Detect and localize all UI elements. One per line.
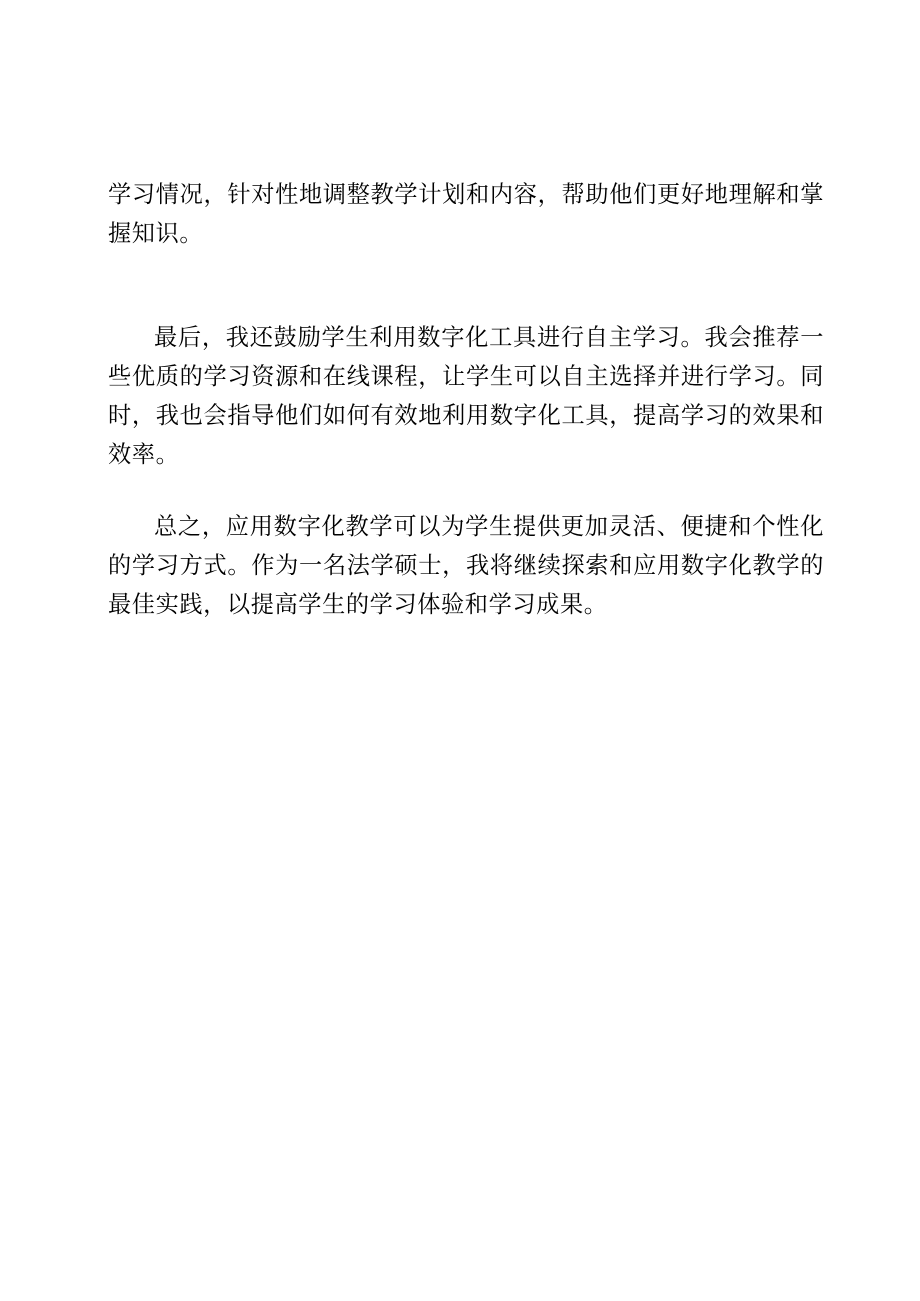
paragraph-continuation: 学习情况，针对性地调整教学计划和内容，帮助他们更好地理解和掌握知识。 [108, 181, 824, 247]
paragraph-self-study: 最后，我还鼓励学生利用数字化工具进行自主学习。我会推荐一些优质的学习资源和在线课程，让学生可以自主选择并进行学习。同时，我也会指导他们如何有效地利用数字化工具，提高学习的效果和效率。 [108, 324, 824, 468]
paragraph-conclusion: 总之，应用数字化教学可以为学生提供更加灵活、便捷和个性化的学习方式。作为一名法学硕士，我将继续探索和应用数字化教学的最佳实践，以提高学生的学习体验和学习成果。 [108, 513, 824, 618]
